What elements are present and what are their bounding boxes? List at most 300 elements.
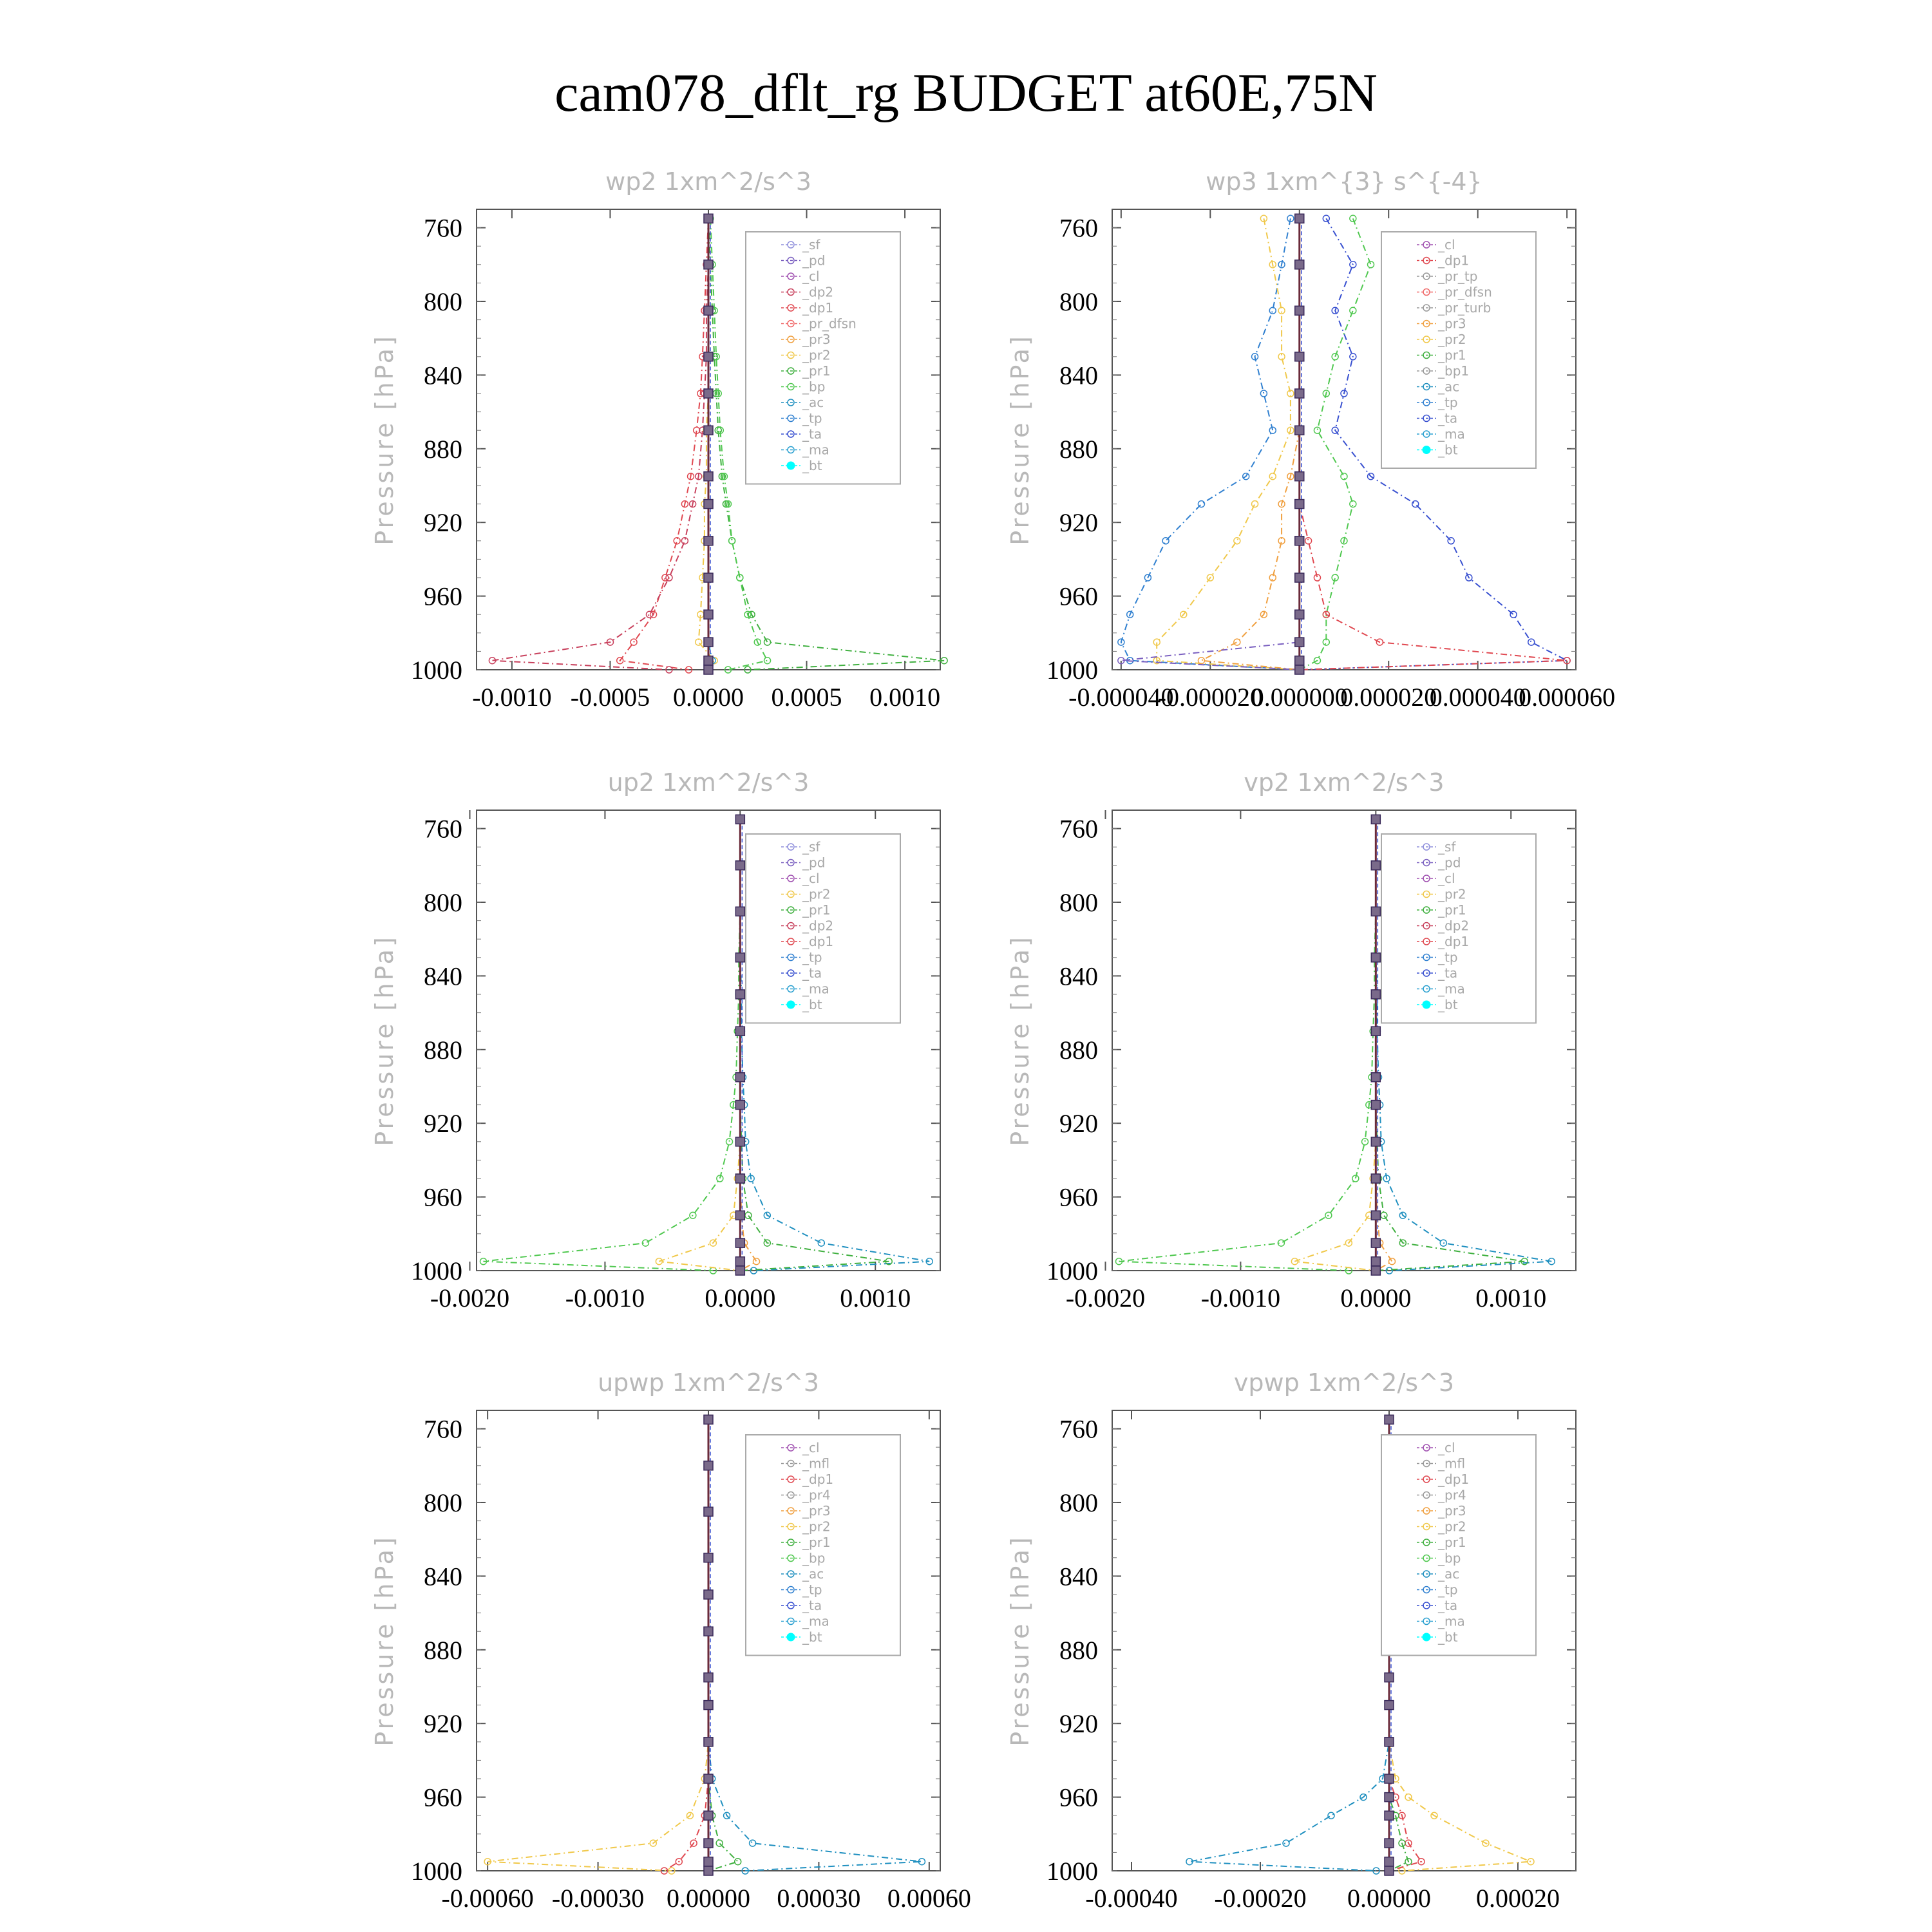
- zero-bundle-marker: [1385, 1673, 1394, 1682]
- zero-bundle-marker: [704, 1627, 713, 1636]
- x-tick-label: 0.0000: [1340, 1283, 1412, 1312]
- zero-bundle-marker: [704, 1673, 713, 1682]
- data-point: [1252, 501, 1258, 507]
- legend-label: _pr2: [1438, 886, 1466, 902]
- chart-panel-up2: [370, 768, 940, 1312]
- y-tick-label: 880: [424, 434, 462, 464]
- chart-panel-wp3: [1006, 167, 1615, 712]
- y-tick-label: 800: [424, 888, 462, 917]
- data-point: [1350, 307, 1356, 314]
- page-title: cam078_dflt_rg BUDGET at60E,75N: [554, 63, 1378, 123]
- y-tick-label: 880: [1059, 434, 1098, 464]
- series-line: [620, 218, 708, 670]
- x-tick-label: 0.000040: [1429, 683, 1526, 712]
- data-point: [764, 639, 771, 645]
- y-tick-label: 800: [1059, 287, 1098, 316]
- x-tick-label: 0.0010: [869, 683, 941, 712]
- data-point: [1269, 473, 1276, 480]
- legend-swatch-marker: [1423, 1001, 1430, 1009]
- data-point: [1528, 1859, 1534, 1865]
- panel-title: up2 1xm^2/s^3: [607, 768, 810, 797]
- y-tick-label: 1000: [1046, 656, 1098, 685]
- legend-label: _dp1: [802, 1472, 834, 1487]
- zero-bundle-marker: [704, 610, 713, 619]
- x-tick-label: -0.0010: [565, 1283, 645, 1312]
- legend-label: _pr3: [1438, 1503, 1466, 1519]
- zero-bundle-marker: [704, 656, 713, 665]
- y-axis-label: Pressure [hPa]: [370, 334, 399, 545]
- legend-swatch-marker: [787, 1001, 795, 1009]
- zero-bundle-marker: [735, 1238, 744, 1247]
- data-point: [1381, 1212, 1387, 1218]
- legend-label: _pr4: [1438, 1487, 1466, 1503]
- y-tick-label: 960: [424, 582, 462, 611]
- x-tick-label: 0.00060: [887, 1884, 971, 1913]
- x-tick-label: -0.0020: [430, 1283, 510, 1312]
- legend-label: _dp1: [802, 300, 834, 316]
- y-tick-label: 920: [424, 1109, 462, 1139]
- y-tick-label: 760: [424, 1414, 462, 1444]
- legend-label: _sf: [1438, 839, 1456, 855]
- data-point: [1162, 538, 1169, 544]
- zero-bundle-marker: [704, 1701, 713, 1710]
- legend-label: _ma: [802, 442, 829, 458]
- legend-label: _dp1: [1438, 252, 1470, 269]
- legend-label: _pr2: [802, 347, 831, 363]
- zero-bundle-marker: [704, 426, 713, 435]
- legend-label: _ma: [1438, 981, 1465, 997]
- y-tick-label: 1000: [411, 1857, 462, 1886]
- legend-label: _pr1: [802, 1535, 831, 1550]
- zero-bundle-marker: [1385, 1857, 1394, 1866]
- legend-label: _pr1: [802, 902, 831, 918]
- panel-grid: [370, 167, 1615, 1913]
- x-tick-label: 0.0010: [840, 1283, 911, 1312]
- zero-bundle-marker: [735, 861, 744, 870]
- zero-bundle-marker: [704, 1461, 713, 1470]
- zero-bundle-marker: [704, 306, 713, 315]
- zero-bundle-marker: [1371, 1266, 1380, 1275]
- zero-bundle-marker: [704, 665, 713, 674]
- y-tick-label: 800: [424, 1488, 462, 1517]
- data-point: [1328, 1812, 1334, 1819]
- zero-bundle-marker: [735, 1266, 744, 1275]
- zero-bundle-marker: [1295, 306, 1304, 315]
- legend-label: _ma: [802, 981, 829, 997]
- panel-title: wp3 1xm^{3} s^{-4}: [1206, 167, 1482, 196]
- panel-title: wp2 1xm^2/s^3: [605, 167, 811, 196]
- x-tick-label: 0.0010: [1475, 1283, 1547, 1312]
- legend-label: _cl: [802, 269, 820, 284]
- zero-bundle-marker: [1295, 536, 1304, 545]
- series-line: [708, 1419, 738, 1871]
- y-tick-label: 880: [1059, 1035, 1098, 1065]
- zero-bundle-marker: [1385, 1839, 1394, 1848]
- data-point: [729, 538, 735, 544]
- legend-label: _ac: [802, 1566, 824, 1582]
- legend-label: _sf: [802, 237, 820, 252]
- x-tick-label: -0.00060: [441, 1884, 534, 1913]
- x-tick-label: 0.00030: [777, 1884, 861, 1913]
- zero-bundle-marker: [704, 1507, 713, 1516]
- zero-bundle-marker: [704, 1774, 713, 1783]
- legend-label: _dp2: [802, 284, 834, 300]
- legend-label: _dp1: [1438, 934, 1470, 949]
- legend-label: _dp2: [1438, 918, 1470, 934]
- zero-bundle-marker: [735, 953, 744, 962]
- legend-label: _tp: [802, 410, 822, 426]
- zero-bundle-marker: [704, 500, 713, 509]
- series-line: [699, 218, 715, 670]
- y-axis-label: Pressure [hPa]: [1006, 1535, 1034, 1747]
- legend-label: _cl: [1438, 871, 1455, 886]
- data-point: [1198, 501, 1204, 507]
- y-tick-label: 760: [424, 814, 462, 844]
- legend-label: _ac: [802, 395, 824, 410]
- y-tick-label: 840: [1059, 961, 1098, 991]
- x-tick-label: 0.000020: [1340, 683, 1437, 712]
- zero-bundle-marker: [1385, 1738, 1394, 1747]
- data-point: [818, 1240, 824, 1246]
- zero-bundle-marker: [1371, 1137, 1380, 1146]
- legend-label: _tp: [802, 949, 822, 965]
- zero-bundle-marker: [1295, 426, 1304, 435]
- legend-label: _bp: [802, 1550, 826, 1566]
- zero-bundle-marker: [1295, 389, 1304, 398]
- legend-label: _bp: [1438, 1550, 1461, 1566]
- zero-bundle-marker: [704, 1738, 713, 1747]
- data-point: [753, 1258, 760, 1265]
- x-tick-label: -0.0005: [570, 683, 650, 712]
- legend-label: _ta: [802, 1598, 822, 1613]
- y-tick-label: 760: [1059, 814, 1098, 844]
- y-tick-label: 800: [1059, 1488, 1098, 1517]
- data-point: [1389, 1258, 1396, 1265]
- x-tick-label: 0.0000: [673, 683, 744, 712]
- legend-label: _pr2: [802, 886, 831, 902]
- legend-label: _bt: [802, 997, 822, 1012]
- y-tick-label: 1000: [411, 656, 462, 685]
- chart-panel-wp2: [370, 167, 947, 712]
- legend-label: _ta: [1438, 965, 1458, 981]
- data-point: [1260, 390, 1267, 397]
- legend-label: _ta: [1438, 1598, 1458, 1613]
- legend-label: _pr3: [1438, 316, 1466, 332]
- legend-swatch-marker: [787, 462, 795, 469]
- data-point: [1305, 538, 1312, 544]
- legend-label: _ta: [1438, 410, 1458, 426]
- y-tick-label: 760: [1059, 1414, 1098, 1444]
- legend-label: _ac: [1438, 379, 1460, 395]
- data-point: [1278, 307, 1285, 314]
- zero-bundle-marker: [1371, 1211, 1380, 1220]
- legend-label: _pr_turb: [1438, 300, 1492, 316]
- legend-label: _pr1: [802, 363, 831, 379]
- y-tick-label: 960: [1059, 1182, 1098, 1212]
- zero-bundle-marker: [704, 472, 713, 481]
- legend-label: _pr2: [1438, 332, 1466, 347]
- zero-bundle-marker: [704, 1590, 713, 1599]
- y-tick-label: 840: [424, 961, 462, 991]
- zero-bundle-marker: [1385, 1415, 1394, 1424]
- data-point: [1368, 261, 1374, 268]
- zero-bundle-marker: [1295, 260, 1304, 269]
- legend-label: _bt: [1438, 997, 1458, 1012]
- chart-panel-vp2: [1006, 768, 1576, 1312]
- legend-label: _cl: [802, 871, 820, 886]
- zero-bundle-marker: [735, 1027, 744, 1036]
- data-point: [1314, 427, 1320, 433]
- x-tick-label: -0.0010: [472, 683, 552, 712]
- data-point: [745, 1212, 752, 1218]
- legend-label: _pr1: [1438, 902, 1466, 918]
- series-line: [1294, 819, 1376, 1271]
- y-tick-label: 840: [1059, 361, 1098, 390]
- legend-label: _bp1: [1438, 363, 1470, 379]
- x-tick-label: 0.00000: [1347, 1884, 1431, 1913]
- chart-panel-vpwp: [1006, 1368, 1576, 1913]
- legend-label: _pr3: [802, 332, 831, 347]
- data-point: [735, 1859, 741, 1865]
- legend-label: _cl: [1438, 1440, 1455, 1455]
- data-point: [1234, 639, 1240, 645]
- data-point: [1332, 354, 1338, 360]
- legend-label: _mfl: [802, 1455, 830, 1472]
- y-tick-label: 880: [424, 1635, 462, 1665]
- data-point: [1448, 538, 1454, 544]
- chart-panel-upwp: [370, 1368, 971, 1913]
- data-point: [1405, 1794, 1412, 1801]
- legend-label: _dp1: [802, 934, 834, 949]
- legend-label: _ma: [1438, 426, 1465, 442]
- zero-bundle-marker: [704, 1553, 713, 1562]
- y-tick-label: 920: [1059, 508, 1098, 538]
- legend-label: _bt: [802, 1629, 822, 1645]
- y-axis-label: Pressure [hPa]: [1006, 934, 1034, 1146]
- legend-label: _pr1: [1438, 347, 1466, 363]
- zero-bundle-marker: [1371, 1238, 1380, 1247]
- zero-bundle-marker: [1371, 861, 1380, 870]
- legend-label: _pd: [802, 252, 826, 269]
- y-axis-label: Pressure [hPa]: [1006, 334, 1034, 545]
- legend-label: _tp: [1438, 1582, 1458, 1598]
- zero-bundle-marker: [1371, 815, 1380, 824]
- legend-label: _tp: [1438, 949, 1458, 965]
- legend-label: _pd: [1438, 855, 1461, 871]
- y-tick-label: 960: [1059, 582, 1098, 611]
- legend-label: _ta: [802, 426, 822, 442]
- zero-bundle-marker: [1371, 1174, 1380, 1183]
- series-line: [1119, 819, 1376, 1271]
- data-point: [1269, 307, 1276, 314]
- legend-label: _cl: [1438, 237, 1455, 252]
- legend-label: _pr1: [1438, 1535, 1466, 1550]
- zero-bundle-marker: [704, 260, 713, 269]
- y-tick-label: 1000: [1046, 1857, 1098, 1886]
- data-point: [1510, 611, 1517, 618]
- legend-label: _tp: [802, 1582, 822, 1598]
- data-point: [764, 658, 771, 664]
- x-tick-label: -0.00040: [1085, 1884, 1178, 1913]
- zero-bundle-marker: [1295, 665, 1304, 674]
- legend-label: _cl: [802, 1440, 820, 1455]
- legend-label: _ma: [802, 1613, 829, 1629]
- legend-label: _bt: [802, 458, 822, 473]
- legend-label: _pr_tp: [1438, 269, 1478, 284]
- zero-bundle-marker: [1295, 656, 1304, 665]
- zero-bundle-marker: [735, 815, 744, 824]
- series-line: [492, 218, 708, 670]
- panel-title: vpwp 1xm^2/s^3: [1233, 1368, 1455, 1397]
- zero-bundle-marker: [735, 1257, 744, 1266]
- series-line: [659, 819, 740, 1271]
- series-line: [1189, 1419, 1389, 1871]
- zero-bundle-marker: [1295, 472, 1304, 481]
- x-tick-label: -0.000020: [1157, 683, 1263, 712]
- panel-title: upwp 1xm^2/s^3: [598, 1368, 819, 1397]
- series-line: [1121, 218, 1300, 670]
- panel-title: vp2 1xm^2/s^3: [1244, 768, 1444, 797]
- y-tick-label: 960: [424, 1182, 462, 1212]
- data-point: [646, 611, 652, 618]
- series-line: [1300, 218, 1371, 670]
- legend-label: _sf: [802, 839, 820, 855]
- zero-bundle-marker: [1295, 638, 1304, 647]
- y-tick-label: 760: [424, 213, 462, 243]
- legend-label: _pr3: [802, 1503, 831, 1519]
- legend-label: _dp2: [802, 918, 834, 934]
- legend-label: _pr2: [802, 1519, 831, 1535]
- data-point: [1362, 1139, 1368, 1145]
- zero-bundle-marker: [1385, 1774, 1394, 1783]
- zero-bundle-marker: [1385, 1701, 1394, 1710]
- x-tick-label: -0.000040: [1068, 683, 1174, 712]
- zero-bundle-marker: [704, 1866, 713, 1875]
- zero-bundle-marker: [704, 1857, 713, 1866]
- y-tick-label: 800: [1059, 888, 1098, 917]
- legend-label: _ta: [802, 965, 822, 981]
- zero-bundle-marker: [704, 536, 713, 545]
- legend-label: _pr2: [1438, 1519, 1466, 1535]
- data-point: [716, 1840, 723, 1846]
- y-tick-label: 880: [1059, 1635, 1098, 1665]
- data-point: [1283, 1840, 1289, 1846]
- legend-label: _mfl: [1438, 1455, 1466, 1472]
- x-tick-label: 0.0000: [705, 1283, 776, 1312]
- series-line: [664, 1419, 708, 1871]
- x-tick-label: -0.00030: [551, 1884, 645, 1913]
- x-tick-label: 0.00000: [667, 1884, 750, 1913]
- data-point: [726, 1139, 733, 1145]
- legend-label: _bp: [802, 379, 826, 395]
- y-tick-label: 880: [424, 1035, 462, 1065]
- zero-bundle-marker: [1371, 907, 1380, 916]
- legend-label: _ma: [1438, 1613, 1465, 1629]
- y-tick-label: 920: [1059, 1109, 1098, 1139]
- x-tick-label: 0.000000: [1251, 683, 1348, 712]
- zero-bundle-marker: [1295, 352, 1304, 361]
- x-tick-label: 0.00020: [1476, 1884, 1560, 1913]
- zero-bundle-marker: [1295, 500, 1304, 509]
- legend-label: _pr_dfsn: [802, 316, 857, 332]
- x-tick-label: -0.0010: [1200, 1283, 1281, 1312]
- x-tick-label: 0.000060: [1519, 683, 1616, 712]
- y-tick-label: 1000: [411, 1256, 462, 1285]
- zero-bundle-marker: [1385, 1793, 1394, 1802]
- legend-swatch-marker: [787, 1633, 795, 1641]
- y-tick-label: 1000: [1046, 1256, 1098, 1285]
- zero-bundle-marker: [1385, 1811, 1394, 1820]
- zero-bundle-marker: [704, 638, 713, 647]
- y-axis-label: Pressure [hPa]: [370, 934, 399, 1146]
- legend-label: _pd: [802, 855, 826, 871]
- zero-bundle-marker: [735, 1211, 744, 1220]
- legend-label: _bt: [1438, 1629, 1458, 1645]
- zero-bundle-marker: [1385, 1866, 1394, 1875]
- zero-bundle-marker: [735, 907, 744, 916]
- legend-label: _pr4: [802, 1487, 831, 1503]
- zero-bundle-marker: [1371, 1073, 1380, 1082]
- zero-bundle-marker: [704, 352, 713, 361]
- y-tick-label: 920: [1059, 1709, 1098, 1739]
- data-point: [750, 1840, 756, 1846]
- series-line: [1157, 218, 1300, 670]
- zero-bundle-marker: [1371, 953, 1380, 962]
- x-tick-label: -0.0020: [1065, 1283, 1146, 1312]
- legend-swatch-marker: [1423, 446, 1430, 454]
- legend-label: _pr_dfsn: [1438, 284, 1492, 300]
- y-tick-label: 840: [1059, 1562, 1098, 1591]
- y-tick-label: 960: [424, 1783, 462, 1812]
- x-tick-label: -0.00020: [1214, 1884, 1307, 1913]
- x-tick-label: 0.0005: [771, 683, 842, 712]
- legend-swatch-marker: [1423, 1633, 1430, 1641]
- zero-bundle-marker: [704, 214, 713, 223]
- data-point: [1341, 473, 1347, 480]
- zero-bundle-marker: [1371, 1257, 1380, 1266]
- data-point: [1412, 501, 1419, 507]
- y-tick-label: 840: [424, 1562, 462, 1591]
- zero-bundle-marker: [704, 573, 713, 582]
- y-tick-label: 960: [1059, 1783, 1098, 1812]
- zero-bundle-marker: [704, 1839, 713, 1848]
- data-point: [1234, 538, 1240, 544]
- legend-label: _ac: [1438, 1566, 1460, 1582]
- series-line: [484, 819, 741, 1271]
- zero-bundle-marker: [1295, 610, 1304, 619]
- zero-bundle-marker: [735, 1174, 744, 1183]
- zero-bundle-marker: [735, 1137, 744, 1146]
- y-tick-label: 840: [424, 361, 462, 390]
- legend-label: _tp: [1438, 395, 1458, 410]
- y-axis-label: Pressure [hPa]: [370, 1535, 399, 1747]
- zero-bundle-marker: [735, 1101, 744, 1110]
- zero-bundle-marker: [735, 990, 744, 999]
- zero-bundle-marker: [1295, 573, 1304, 582]
- legend-label: _bt: [1438, 442, 1458, 458]
- zero-bundle-marker: [1371, 1101, 1380, 1110]
- zero-bundle-marker: [704, 389, 713, 398]
- series-line: [1121, 218, 1300, 670]
- data-point: [1528, 639, 1535, 645]
- y-tick-label: 920: [424, 1709, 462, 1739]
- y-tick-label: 800: [424, 287, 462, 316]
- zero-bundle-marker: [735, 1073, 744, 1082]
- zero-bundle-marker: [704, 1811, 713, 1820]
- y-tick-label: 760: [1059, 213, 1098, 243]
- series-line: [488, 1419, 708, 1871]
- zero-bundle-marker: [1371, 1027, 1380, 1036]
